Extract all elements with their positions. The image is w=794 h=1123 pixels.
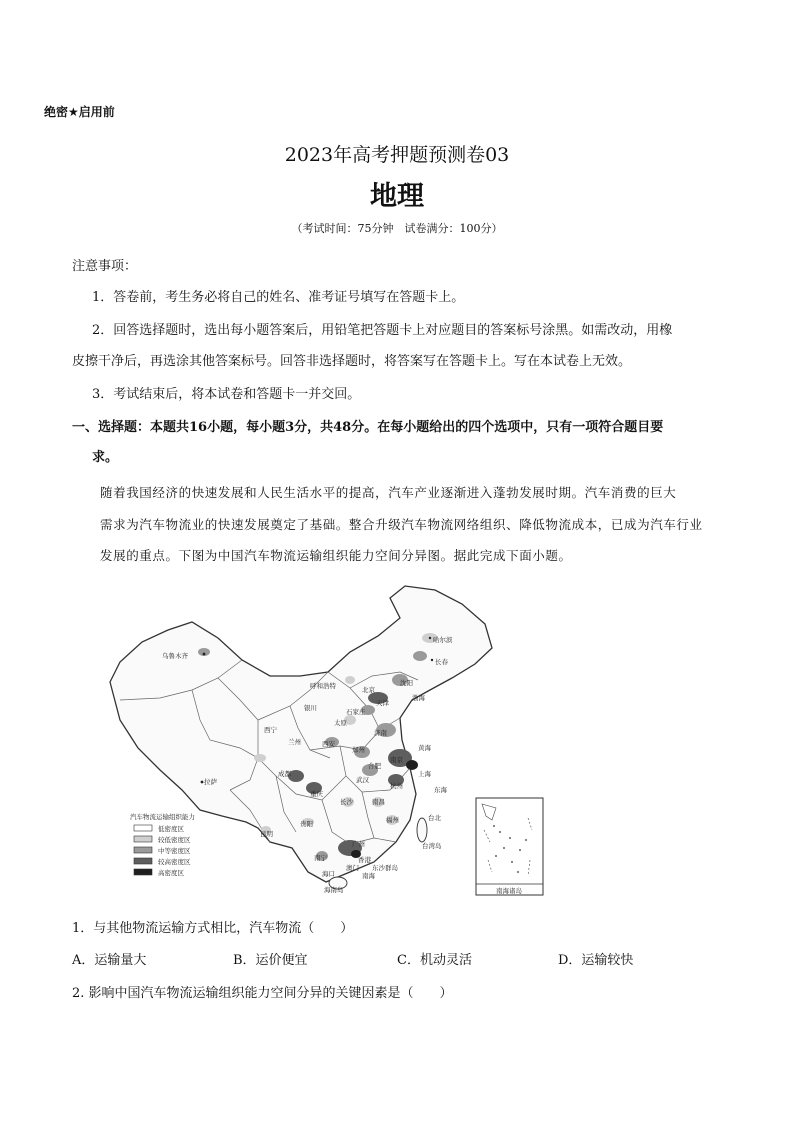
map-legend [130,812,195,877]
city-lhasa: 拉萨 [204,778,217,786]
city-beijing: 北京 [362,686,375,694]
city-hohhot: 呼和浩特 [310,682,336,690]
island-dongsha: 东沙群岛 [372,864,398,872]
legend-item: 中等密度区 [158,847,191,855]
city-changsha: 长沙 [340,798,353,806]
city-taiyuan: 太原 [334,719,347,727]
exam-title: 2023年高考押题预测卷03 [284,144,510,166]
island-taiwan: 台湾岛 [422,842,442,850]
city-shijiazhuang: 石家庄 [346,708,366,716]
island-hainan: 海南岛 [324,886,344,894]
note-item-1: 1．答卷前，考生务必将自己的姓名、准考证号填写在答题卡上。 [92,290,465,305]
note-item-3: 3．考试结束后，将本试卷和答题卡一并交回。 [92,387,361,402]
city-xining: 西宁 [264,726,277,734]
confidential-mark: 绝密★启用前 [44,105,115,119]
city-guiyang: 贵阳 [300,820,313,828]
time-info: （考试时间：75分钟 试卷满分：100分） [291,222,503,235]
city-zhengzhou: 郑州 [352,746,365,754]
city-changchun: 长春 [435,658,448,666]
question-1: 1．与其他物流运输方式相比，汽车物流（ ） [72,921,354,936]
city-guangzhou: 广州 [352,840,365,848]
city-shenyang: 沈阳 [400,679,413,687]
q1-option-c: C．机动灵活 [397,953,472,968]
legend-item: 高密度区 [158,869,184,877]
sea-yellow: 黄海 [418,744,431,752]
notes-heading: 注意事项： [72,259,138,274]
city-macau: 澳门 [346,864,359,872]
city-hangzhou: 杭州 [390,782,403,790]
intro-line-2: 需求为汽车物流业的快速发展奠定了基础。整合升级汽车物流网络组织、降低物流成本，已成为汽车行业 [100,517,703,532]
city-chengdu: 成都 [278,770,291,778]
city-urumqi: 乌鲁木齐 [162,652,188,660]
city-chongqing: 重庆 [310,790,323,798]
sea-south: 南海 [362,872,375,880]
legend-title: 汽车物流运输组织能力 [130,813,195,821]
city-hefei: 合肥 [368,762,381,770]
note-item-2-cont: 皮擦干净后，再选涂其他答案标号。回答非选择题时，将答案写在答题卡上。写在本试卷上无效。 [72,354,632,369]
city-nanjing: 南京 [390,756,403,764]
city-wuhan: 武汉 [356,776,369,784]
section-heading: 一、选择题：本题共16小题，每小题3分，共48分。在每小题给出的四个选项中，只有一项符合题目要 [72,420,664,435]
city-tianjin: 天津 [376,699,389,707]
city-harbin: 哈尔滨 [433,636,453,644]
city-hongkong: 香港 [358,856,371,864]
city-nanning: 南宁 [314,854,327,862]
city-taibei: 台北 [428,814,441,822]
city-fuzhou: 福州 [386,816,399,824]
city-lanzhou: 兰州 [288,738,301,746]
subject-title: 地理 [370,181,424,212]
city-shanghai: 上海 [418,770,431,778]
intro-line-3: 发展的重点。下图为中国汽车物流运输组织能力空间分异图。据此完成下面小题。 [100,548,572,563]
q1-option-a: A．运输量大 [72,953,147,968]
sea-east: 东海 [434,786,447,794]
city-nanchang: 南昌 [372,798,385,806]
sea-bohai: 渤海 [412,694,425,702]
city-kunming: 昆明 [260,830,273,838]
city-haikou: 海口 [322,870,335,878]
section-heading-cont: 求。 [92,450,119,465]
q1-option-b: B．运价便宜 [233,953,308,968]
legend-item: 较低密度区 [158,836,191,844]
china-logistics-map [100,580,555,898]
legend-item: 低密度区 [158,825,184,833]
legend-item: 较高密度区 [158,858,191,866]
note-item-2: 2．回答选择题时，选出每小题答案后，用铅笔把答题卡上对应题目的答案标号涂黑。如需改动，用橡 [92,323,673,338]
question-2: 2. 影响中国汽车物流运输组织能力空间分异的关键因素是（ ） [72,986,453,1001]
city-jinan: 济南 [374,729,387,737]
south-sea-inset [476,798,543,895]
city-yinchuan: 银川 [304,704,317,712]
city-xian: 西安 [322,740,335,748]
q1-option-d: D．运输较快 [558,953,634,968]
inset-label: 南海诸岛 [496,887,522,895]
intro-line-1: 随着我国经济的快速发展和人民生活水平的提高，汽车产业逐渐进入蓬勃发展时期。汽车消费的巨大 [100,485,677,500]
